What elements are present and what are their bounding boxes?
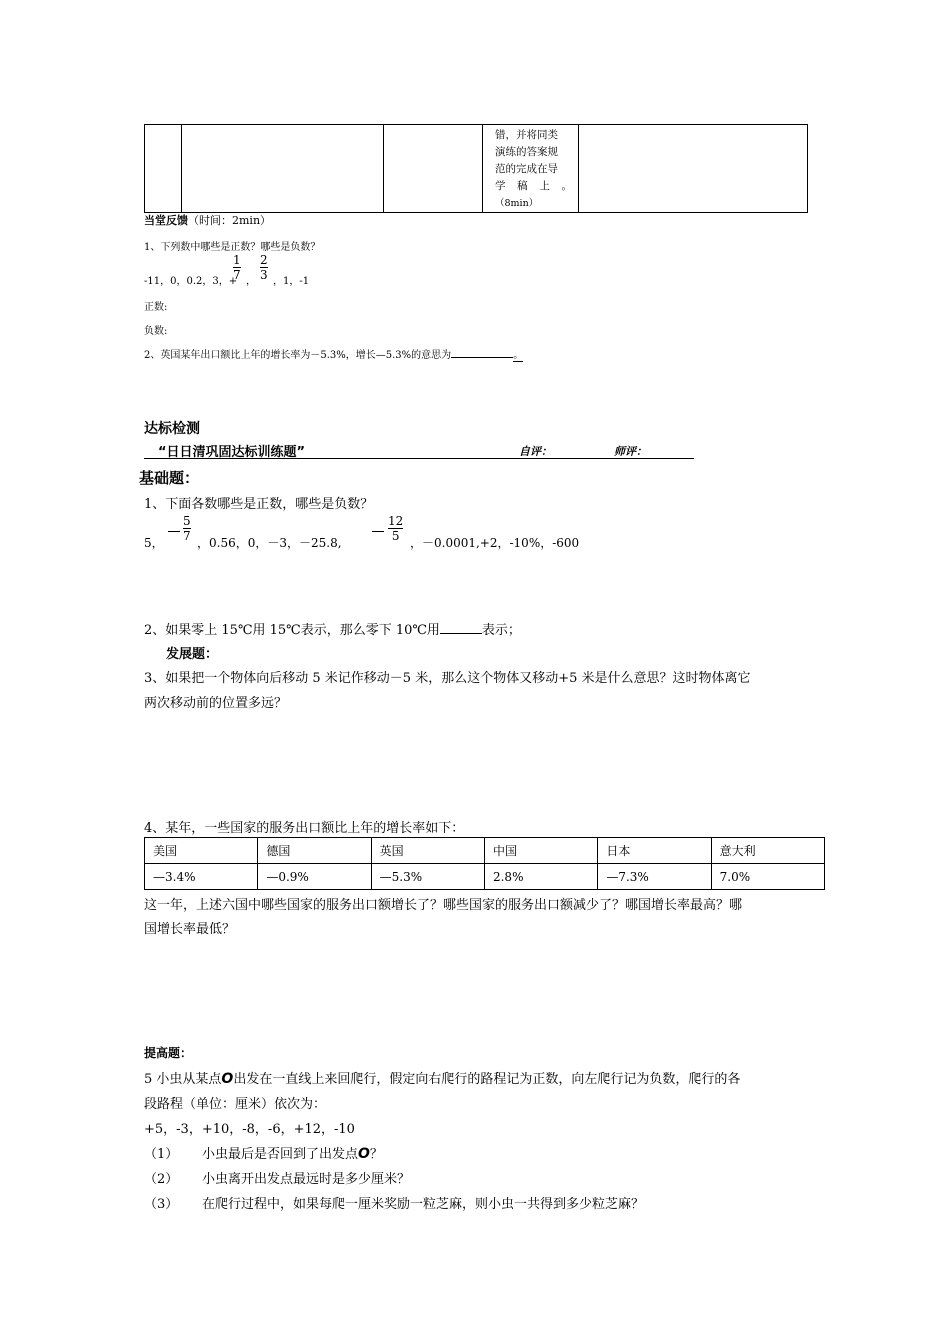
dev-question-4: 4、某年，一些国家的服务出口额比上年的增长率如下： xyxy=(144,821,465,836)
lesson-table-cell xyxy=(145,125,182,213)
table-cell-country: 美国 xyxy=(145,838,258,864)
note-line: 错，并将同类 xyxy=(495,129,558,141)
fraction-denominator: 3 xyxy=(260,268,268,282)
note-line: 范的完成在导 xyxy=(495,163,558,175)
lesson-table-cell xyxy=(182,125,384,213)
dev-question-4-line-2: 国增长率最低？ xyxy=(144,922,236,937)
item-number: （2） xyxy=(144,1172,179,1187)
note-line-spaced xyxy=(495,178,572,195)
advanced-line-1 xyxy=(144,1068,740,1087)
basic-heading: 基础题： xyxy=(139,469,200,487)
fraction-numerator: 5 xyxy=(183,514,191,528)
note-line: 演练的答案规 xyxy=(495,146,558,158)
table-cell-country: 中国 xyxy=(484,838,597,864)
dev-question-4-line-1: 这一年，上述六国中哪些国家的服务出口额增长了？哪些国家的服务出口额减少了？哪国增长率最高？哪 xyxy=(144,898,743,913)
fraction-denominator: 7 xyxy=(233,268,241,282)
table-cell-country: 德国 xyxy=(258,838,371,864)
feedback-q1-numbers-a: -11，0，0.2，3，+ xyxy=(144,276,238,287)
bq1-middle: ，0.56，0，－3，－25.8, xyxy=(197,536,342,550)
advanced-item-2 xyxy=(144,1168,410,1187)
fraction-12-5 xyxy=(388,515,403,542)
feedback-question-1: 1、下列数中哪些是正数？哪些是负数？ xyxy=(144,242,321,253)
fraction-5-7 xyxy=(183,515,191,542)
table-cell-rate: —7.3% xyxy=(598,864,711,890)
fraction-denominator: 7 xyxy=(183,529,191,543)
bq2-text: 2、如果零上 15℃用 15℃表示，那么零下 10℃用 xyxy=(144,623,440,638)
fraction-denominator: 5 xyxy=(391,529,400,543)
advanced-line-2: 段路程（单位：厘米）依次为： xyxy=(144,1097,327,1112)
dev-question-3-line-1: 3、如果把一个物体向后移动 5 米记作移动－5 米，那么这个物体又移动+5 米是什么意思？这时物体离它 xyxy=(144,671,751,686)
table-cell-rate: —0.9% xyxy=(258,864,371,890)
item-text: 小虫最后是否回到了出发点 xyxy=(202,1147,359,1162)
item-number: （3） xyxy=(144,1197,179,1212)
lesson-table-note-cell xyxy=(483,125,579,213)
advanced-item-3 xyxy=(144,1193,644,1212)
self-eval-label: 自评： xyxy=(519,445,552,458)
test-title: 达标检测 xyxy=(144,421,200,437)
note-char: 稿 xyxy=(517,180,528,192)
feedback-q1-numbers-b: ，1，-1 xyxy=(273,276,310,287)
positive-label: 正数: xyxy=(144,302,168,313)
lesson-table xyxy=(144,124,808,213)
test-subtitle: “日日清巩固达标训练题” xyxy=(158,445,306,460)
table-cell-rate: 2.8% xyxy=(484,864,597,890)
table-cell-rate: 7.0% xyxy=(711,864,824,890)
bq1-five: 5， xyxy=(144,536,164,550)
fraction-numerator: 12 xyxy=(388,514,404,528)
growth-rate-table xyxy=(144,837,825,890)
minus-sign xyxy=(372,531,384,532)
answer-blank xyxy=(440,621,482,634)
feedback-question-2 xyxy=(144,346,523,362)
basic-question-1: 1、下面各数哪些是正数，哪些是负数？ xyxy=(144,497,374,512)
minus-sign xyxy=(168,531,180,532)
feedback-q2-end: 。 xyxy=(513,346,523,362)
table-row xyxy=(145,864,825,890)
table-row xyxy=(145,838,825,864)
table-cell-rate: —3.4% xyxy=(145,864,258,890)
dev-question-3-line-2: 两次移动前的位置多远？ xyxy=(144,696,288,711)
point-o-label: O xyxy=(358,1146,370,1162)
lesson-table-cell xyxy=(579,125,808,213)
feedback-heading xyxy=(144,212,271,228)
advanced-text: 出发在一直线上来回爬行，假定向右爬行的路程记为正数，向左爬行记为负数，爬行的各 xyxy=(233,1072,741,1087)
table-cell-country: 日本 xyxy=(598,838,711,864)
note-char: 上 xyxy=(539,180,550,192)
lesson-table-cell xyxy=(384,125,483,213)
advanced-heading: 提高题： xyxy=(144,1046,193,1060)
feedback-q2-text: 2、英国某年出口额比上年的增长率为－5.3%，增长—5.3%的意思为 xyxy=(144,350,452,361)
test-subtitle-row xyxy=(144,440,694,459)
feedback-title: 当堂反馈 xyxy=(144,214,188,227)
item-text-end: ？ xyxy=(369,1147,383,1162)
advanced-text: 5 小虫从某点 xyxy=(144,1072,222,1087)
fraction-1-7 xyxy=(233,254,241,281)
advanced-line-3: +5，-3，+10，-8，-6，+12，-10 xyxy=(144,1122,355,1137)
item-text: 小虫离开出发点最远时是多少厘米？ xyxy=(202,1172,411,1187)
fraction-2-3 xyxy=(260,254,268,281)
fraction-numerator: 2 xyxy=(260,253,268,267)
item-text: 在爬行过程中，如果每爬一厘米奖励一粒芝麻，则小虫一共得到多少粒芝麻？ xyxy=(202,1197,645,1212)
feedback-time: （时间：2min） xyxy=(188,214,272,227)
advanced-item-1 xyxy=(144,1143,383,1162)
note-char: 。 xyxy=(561,180,572,192)
table-cell-country: 意大利 xyxy=(711,838,824,864)
table-cell-rate: —5.3% xyxy=(371,864,484,890)
answer-blank xyxy=(451,347,513,358)
point-o-label: O xyxy=(221,1071,234,1087)
fraction-numerator: 1 xyxy=(233,253,241,267)
table-cell-country: 英国 xyxy=(371,838,484,864)
separator: ， xyxy=(246,276,256,287)
note-time: （8min） xyxy=(495,198,539,209)
bq1-end: ，－0.0001,+2，-10%，-600 xyxy=(410,536,580,550)
bq2-text-end: 表示； xyxy=(481,623,521,638)
teacher-eval-label: 师评： xyxy=(614,445,647,458)
basic-question-2 xyxy=(144,619,521,638)
dev-heading: 发展题： xyxy=(166,647,219,662)
note-char: 学 xyxy=(495,180,506,192)
negative-label: 负数: xyxy=(144,326,168,337)
item-number: （1） xyxy=(144,1147,179,1162)
